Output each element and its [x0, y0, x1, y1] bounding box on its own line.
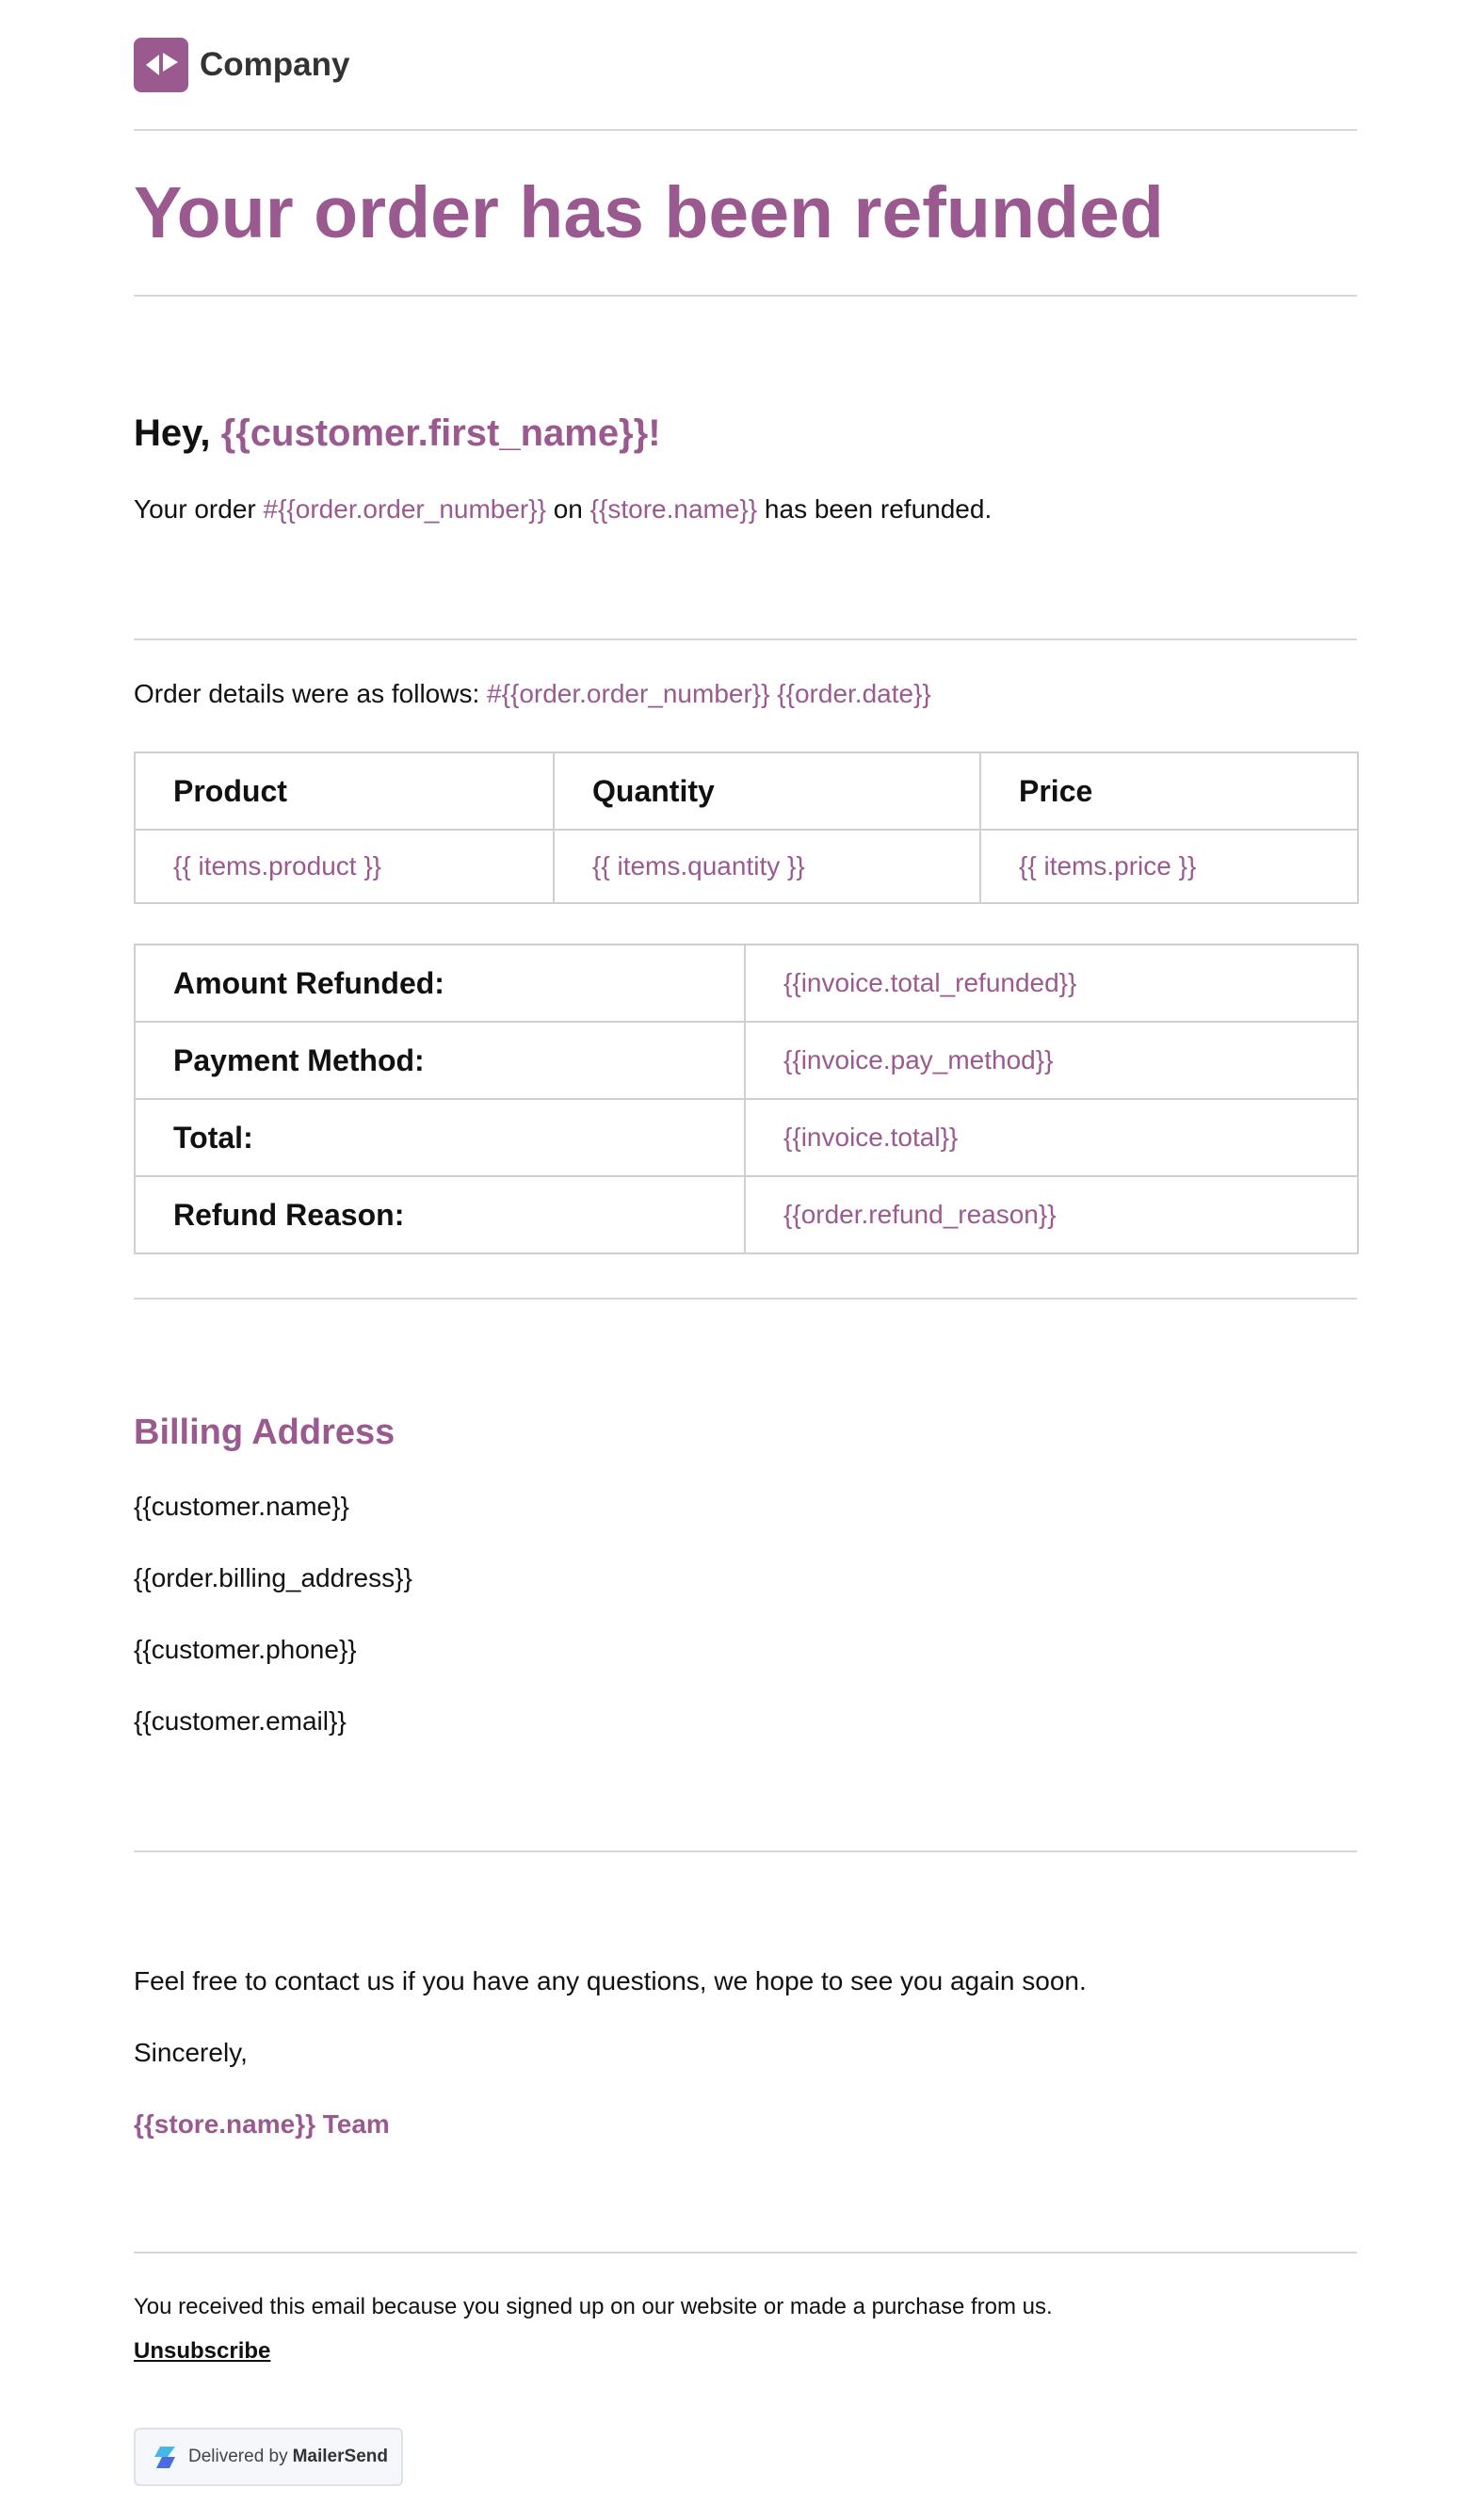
badge-prefix: Delivered by: [188, 2447, 288, 2466]
billing-address-heading: Billing Address: [134, 1413, 396, 1452]
refund-intro: [134, 491, 1357, 528]
order-date: {{order.date}}: [777, 679, 931, 708]
company-logo-icon: [134, 38, 188, 92]
item-product: {{ items.product }}: [135, 830, 554, 903]
item-quantity: {{ items.quantity }}: [554, 830, 980, 903]
page-title: Your order has been refunded: [134, 172, 1164, 253]
intro-text: has been refunded.: [757, 494, 993, 524]
divider: [134, 2252, 1357, 2253]
summary-value: {{invoice.total}}: [745, 1099, 1358, 1176]
closing-sincerely: Sincerely,: [134, 2038, 248, 2067]
summary-value: {{invoice.pay_method}}: [745, 1022, 1358, 1099]
column-header: Quantity: [554, 752, 980, 830]
summary-label: Payment Method:: [135, 1022, 745, 1099]
billing-line: {{customer.phone}}: [134, 1635, 357, 1664]
divider: [134, 295, 1357, 297]
table-row: [135, 945, 1358, 1022]
summary-label: Amount Refunded:: [135, 945, 745, 1022]
mailersend-icon: [151, 2443, 179, 2471]
badge-brand: MailerSend: [292, 2447, 388, 2466]
divider: [134, 129, 1357, 131]
company-name: Company: [200, 46, 350, 83]
table-row: [135, 1099, 1358, 1176]
refund-summary-table: [134, 944, 1359, 1254]
intro-text: on: [545, 494, 590, 524]
greeting: [134, 407, 1357, 460]
mailersend-badge[interactable]: [134, 2428, 403, 2486]
table-header-row: [135, 752, 1358, 830]
unsubscribe-link[interactable]: Unsubscribe: [134, 2338, 271, 2364]
footer-notice: You received this email because you signed up on our website or made a purchase from us.: [134, 2294, 1053, 2319]
details-lead-text: Order details were as follows:: [134, 679, 488, 708]
intro-text: Your order: [134, 494, 264, 524]
divider: [134, 1298, 1357, 1300]
company-logo[interactable]: [134, 38, 1357, 92]
billing-line: {{customer.name}}: [134, 1492, 349, 1521]
summary-value: {{invoice.total_refunded}}: [745, 945, 1358, 1022]
divider: [134, 638, 1357, 640]
items-table: [134, 751, 1359, 904]
summary-value: {{order.refund_reason}}: [745, 1176, 1358, 1253]
order-number: #{{order.order_number}}: [487, 679, 770, 708]
order-details-lead: [134, 675, 1357, 713]
table-row: [135, 1176, 1358, 1253]
closing-message: Feel free to contact us if you have any questions, we hope to see you again soon.: [134, 1966, 1087, 1995]
customer-first-name: {{customer.first_name}}!: [220, 412, 661, 454]
store-name: {{store.name}}: [589, 494, 758, 524]
closing-team: {{store.name}} Team: [134, 2109, 390, 2139]
column-header: Price: [980, 752, 1358, 830]
greeting-prefix: Hey,: [134, 412, 211, 454]
billing-line: {{customer.email}}: [134, 1706, 347, 1736]
order-number: #{{order.order_number}}: [263, 494, 546, 524]
billing-line: {{order.billing_address}}: [134, 1563, 412, 1592]
item-price: {{ items.price }}: [980, 830, 1358, 903]
divider: [134, 1850, 1357, 1852]
summary-label: Refund Reason:: [135, 1176, 745, 1253]
table-row: [135, 830, 1358, 903]
table-row: [135, 1022, 1358, 1099]
unsubscribe-link-wrap: [134, 2338, 270, 2365]
summary-label: Total:: [135, 1099, 745, 1176]
column-header: Product: [135, 752, 554, 830]
